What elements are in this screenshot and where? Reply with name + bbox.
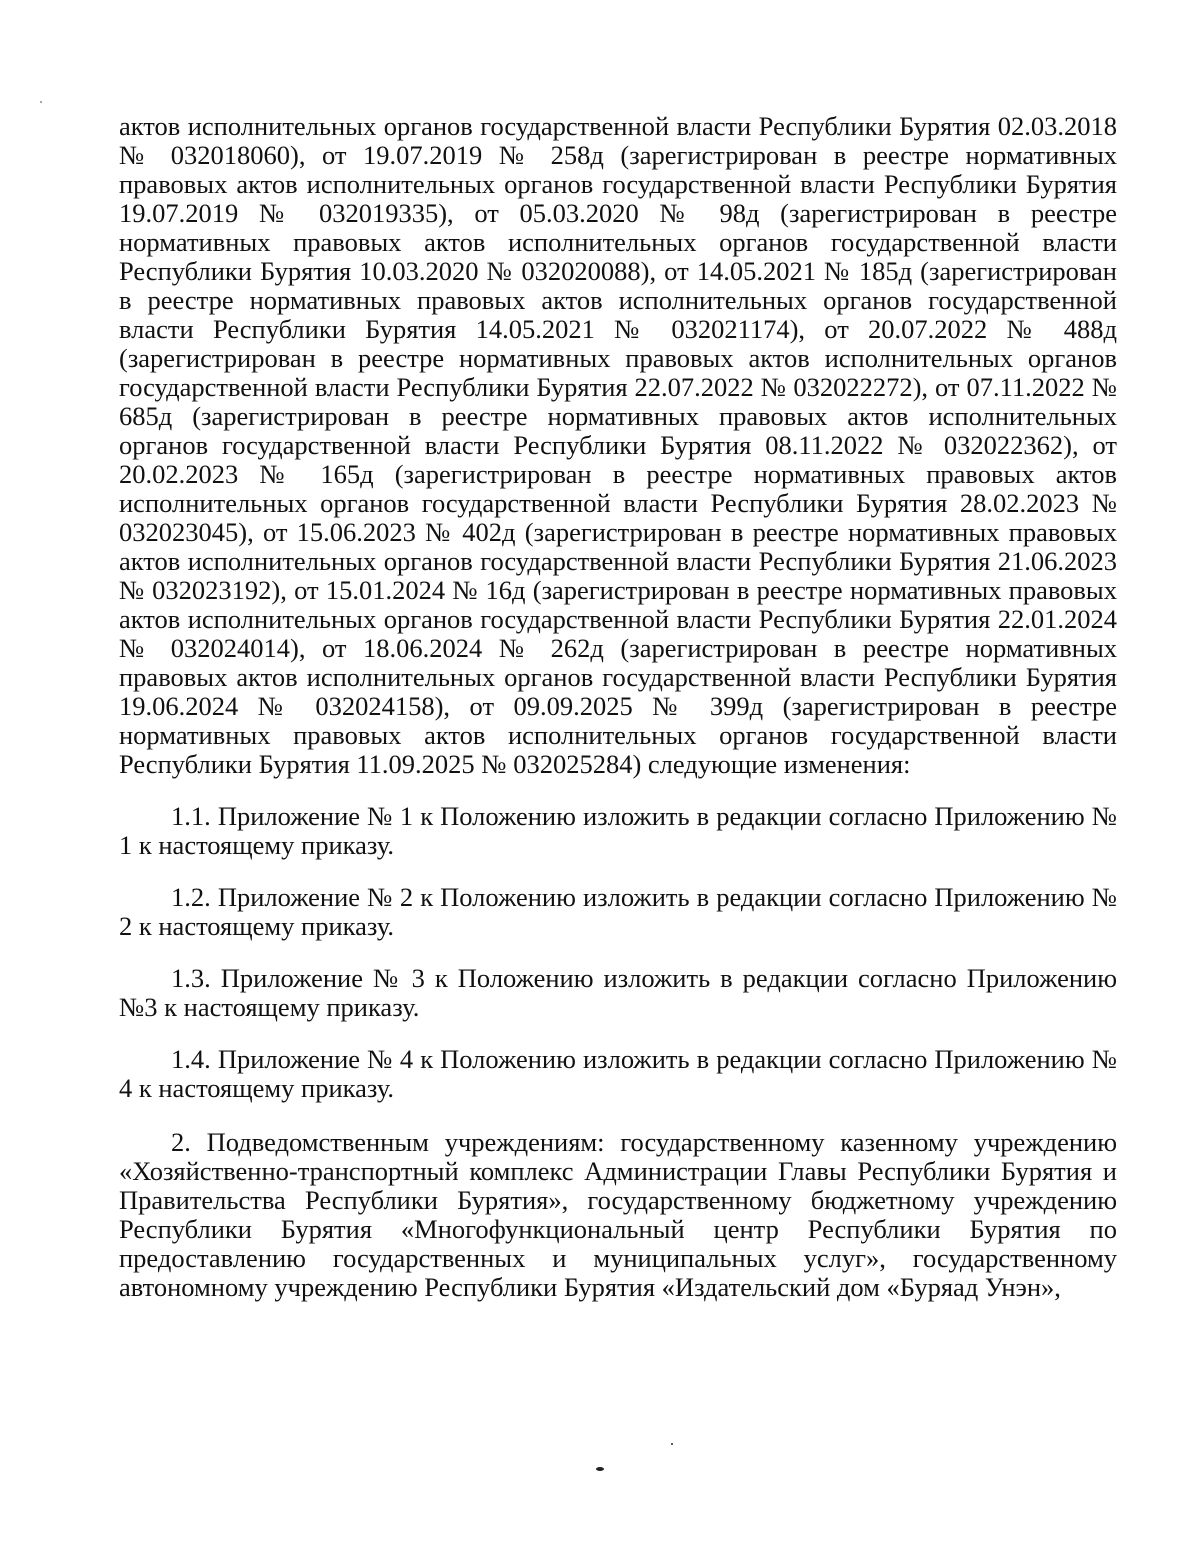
paragraph-item-1-2: 1.2. Приложение № 2 к Положению изложить в редакции согласно Приложению № 2 к настоящему приказу. xyxy=(119,882,1117,941)
paragraph-item-1-1: 1.1. Приложение № 1 к Положению изложить в редакции согласно Приложению № 1 к настоящему приказу. xyxy=(119,801,1117,860)
scan-speck xyxy=(40,101,42,103)
paragraph-item-1-3: 1.3. Приложение № 3 к Положению изложить в редакции согласно Приложению №3 к настоящему приказу. xyxy=(119,963,1117,1022)
document-body xyxy=(119,112,1117,1302)
paragraph-item-2: 2. Подведомственным учреждениям: государственному казенному учреждению «Хозяйственно-транспортный комплекс Администрации Главы Республики Бурятия и Правительства Республики Бурятия», государственному бюджетному учреждению Республики Бурятия «Многофункциональный центр Республики Бурятия по предоставлению государственных и муниципальных услуг», государственному автономному учреждению Республики Бурятия «Издательский дом «Буряад Унэн», xyxy=(119,1127,1117,1302)
paragraph-item-1-4: 1.4. Приложение № 4 к Положению изложить в редакции согласно Приложению № 4 к настоящему приказу. xyxy=(119,1044,1117,1103)
paragraph-continuation: актов исполнительных органов государственной власти Республики Бурятия 02.03.2018 № 032018060), от 19.07.2019 № 258д (зарегистрирован в реестре нормативных правовых актов исполнительных органов государственной власти Республики Бурятия 19.07.2019 № 032019335), от 05.03.2020 № 98д (зарегистрирован в реестре нормативных правовых актов исполнительных органов государственной власти Республики Бурятия 10.03.2020 № 032020088), от 14.05.2021 № 185д (зарегистрирован в реестре нормативных правовых актов исполнительных органов государственной власти Республики Бурятия 14.05.2021 № 032021174), от 20.07.2022 № 488д (зарегистрирован в реестре нормативных правовых актов исполнительных органов государственной власти Республики Бурятия 22.07.2022 № 032022272), от 07.11.2022 № 685д (зарегистрирован в реестре нормативных правовых актов исполнительных органов государственной власти Республики Бурятия 08.11.2022 № 032022362), от 20.02.2023 № 165д (зарегистрирован в реестре нормативных правовых актов исполнительных органов государственной власти Республики Бурятия 28.02.2023 № 032023045), от 15.06.2023 № 402д (зарегистрирован в реестре нормативных правовых актов исполнительных органов государственной власти Республики Бурятия 21.06.2023 № 032023192), от 15.01.2024 № 16д (зарегистрирован в реестре нормативных правовых актов исполнительных органов государственной власти Республики Бурятия 22.01.2024 № 032024014), от 18.06.2024 № 262д (зарегистрирован в реестре нормативных правовых актов исполнительных органов государственной власти Республики Бурятия 19.06.2024 № 032024158), от 09.09.2025 № 399д (зарегистрирован в реестре нормативных правовых актов исполнительных органов государственной власти Республики Бурятия 11.09.2025 № 032025284) следующие изменения: xyxy=(119,111,1117,779)
scan-speck xyxy=(671,1443,673,1445)
scan-speck xyxy=(596,1467,604,1471)
